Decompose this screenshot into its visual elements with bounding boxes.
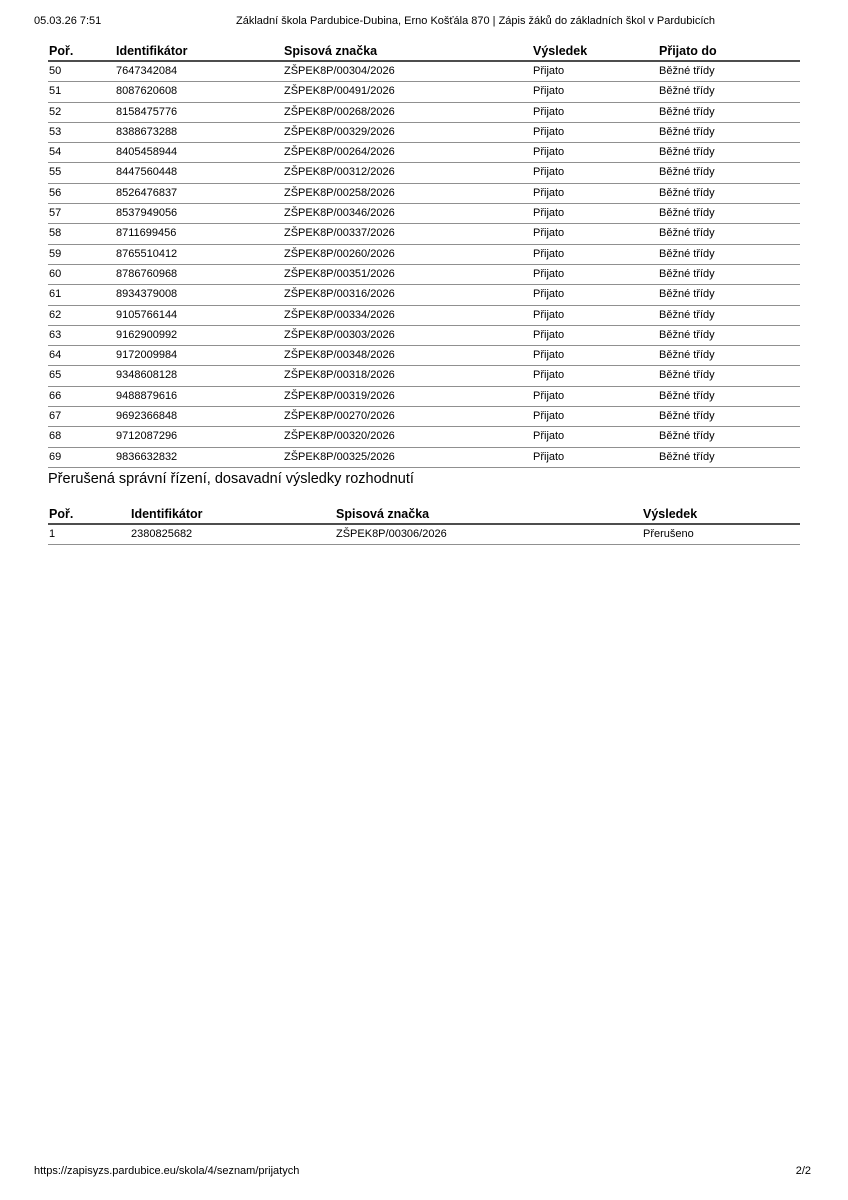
table-row <box>48 224 800 244</box>
print-date: 05.03.26 7:51 <box>34 15 102 27</box>
table-cell: Běžné třídy <box>658 183 800 203</box>
table-row <box>48 244 800 264</box>
table-cell: 9172009984 <box>115 346 283 366</box>
table-cell: Běžné třídy <box>658 386 800 406</box>
table-cell: Přijato <box>532 143 658 163</box>
table-cell: 8158475776 <box>115 102 283 122</box>
table-cell: Přijato <box>532 264 658 284</box>
table-cell: 9836632832 <box>115 447 283 467</box>
table-cell: Běžné třídy <box>658 325 800 345</box>
table-cell: 57 <box>48 204 115 224</box>
table-row <box>48 524 800 545</box>
table-cell: ZŠPEK8P/00312/2026 <box>283 163 532 183</box>
table-cell: 51 <box>48 82 115 102</box>
table-cell: ZŠPEK8P/00268/2026 <box>283 102 532 122</box>
table-cell: 55 <box>48 163 115 183</box>
column-header-prijato-do: Přijato do <box>658 40 800 61</box>
table-cell: Přijato <box>532 386 658 406</box>
table-cell: 54 <box>48 143 115 163</box>
table-cell: Běžné třídy <box>658 102 800 122</box>
table-row <box>48 204 800 224</box>
table-cell: 7647342084 <box>115 61 283 82</box>
table-cell: ZŠPEK8P/00491/2026 <box>283 82 532 102</box>
table-cell: ZŠPEK8P/00316/2026 <box>283 285 532 305</box>
table-cell: ZŠPEK8P/00306/2026 <box>335 524 642 545</box>
table-cell: Přijato <box>532 407 658 427</box>
table-row <box>48 366 800 386</box>
table-row <box>48 325 800 345</box>
table-cell: Běžné třídy <box>658 407 800 427</box>
table-cell: Běžné třídy <box>658 122 800 142</box>
column-header-identifikator: Identifikátor <box>130 503 335 524</box>
table-cell: Běžné třídy <box>658 264 800 284</box>
table-cell: Běžné třídy <box>658 163 800 183</box>
table-cell: ZŠPEK8P/00329/2026 <box>283 122 532 142</box>
table-cell: ZŠPEK8P/00304/2026 <box>283 61 532 82</box>
table-cell: 8526476837 <box>115 183 283 203</box>
column-header-vysledek: Výsledek <box>532 40 658 61</box>
column-header-spisova-znacka: Spisová značka <box>283 40 532 61</box>
admitted-table-body <box>48 61 800 467</box>
table-cell: Běžné třídy <box>658 366 800 386</box>
table-cell: ZŠPEK8P/00348/2026 <box>283 346 532 366</box>
table-cell: 69 <box>48 447 115 467</box>
table-cell: 64 <box>48 346 115 366</box>
table-cell: ZŠPEK8P/00325/2026 <box>283 447 532 467</box>
table-cell: 8711699456 <box>115 224 283 244</box>
table-row <box>48 305 800 325</box>
table-cell: Přijato <box>532 447 658 467</box>
admitted-table-header-row <box>48 40 800 61</box>
print-title: Základní škola Pardubice-Dubina, Erno Košťála 870 | Zápis žáků do základních škol v Pardubicích <box>236 15 716 27</box>
table-cell: 8087620608 <box>115 82 283 102</box>
page-number: 2/2 <box>795 1165 811 1177</box>
table-cell: 8765510412 <box>115 244 283 264</box>
column-header-identifikator: Identifikátor <box>115 40 283 61</box>
table-row <box>48 386 800 406</box>
table-row <box>48 143 800 163</box>
table-cell: Přerušeno <box>642 524 800 545</box>
table-cell: ZŠPEK8P/00264/2026 <box>283 143 532 163</box>
table-cell: Přijato <box>532 102 658 122</box>
suspended-table-header-row <box>48 503 800 524</box>
column-header-vysledek: Výsledek <box>642 503 800 524</box>
table-cell: ZŠPEK8P/00319/2026 <box>283 386 532 406</box>
table-row <box>48 447 800 467</box>
table-cell: 2380825682 <box>130 524 335 545</box>
table-cell: 66 <box>48 386 115 406</box>
table-cell: Běžné třídy <box>658 204 800 224</box>
table-row <box>48 427 800 447</box>
table-cell: 8405458944 <box>115 143 283 163</box>
column-header-poradi: Poř. <box>48 503 130 524</box>
table-row <box>48 102 800 122</box>
admitted-table <box>48 40 800 468</box>
table-cell: 8447560448 <box>115 163 283 183</box>
table-row <box>48 61 800 82</box>
column-header-spisova-znacka: Spisová značka <box>335 503 642 524</box>
table-row <box>48 264 800 284</box>
table-cell: Přijato <box>532 346 658 366</box>
table-cell: Běžné třídy <box>658 285 800 305</box>
table-cell: 62 <box>48 305 115 325</box>
table-cell: Běžné třídy <box>658 61 800 82</box>
table-cell: 9105766144 <box>115 305 283 325</box>
table-cell: Přijato <box>532 305 658 325</box>
table-cell: Přijato <box>532 224 658 244</box>
table-row <box>48 183 800 203</box>
table-cell: 9692366848 <box>115 407 283 427</box>
table-cell: 8934379008 <box>115 285 283 305</box>
table-cell: ZŠPEK8P/00320/2026 <box>283 427 532 447</box>
footer-url: https://zapisyzs.pardubice.eu/skola/4/seznam/prijatych <box>34 1165 300 1177</box>
table-cell: ZŠPEK8P/00258/2026 <box>283 183 532 203</box>
table-cell: Běžné třídy <box>658 305 800 325</box>
table-cell: Běžné třídy <box>658 427 800 447</box>
table-cell: ZŠPEK8P/00260/2026 <box>283 244 532 264</box>
column-header-poradi: Poř. <box>48 40 115 61</box>
table-cell: 63 <box>48 325 115 345</box>
table-cell: ZŠPEK8P/00351/2026 <box>283 264 532 284</box>
table-cell: 1 <box>48 524 130 545</box>
table-cell: Přijato <box>532 82 658 102</box>
print-header <box>34 15 814 31</box>
table-cell: 9712087296 <box>115 427 283 447</box>
table-row <box>48 346 800 366</box>
table-cell: 53 <box>48 122 115 142</box>
table-cell: ZŠPEK8P/00334/2026 <box>283 305 532 325</box>
table-cell: Běžné třídy <box>658 447 800 467</box>
table-cell: 60 <box>48 264 115 284</box>
table-cell: Běžné třídy <box>658 143 800 163</box>
suspended-table-body <box>48 524 800 545</box>
table-row <box>48 407 800 427</box>
section-heading-suspended: Přerušená správní řízení, dosavadní výsledky rozhodnutí <box>48 470 414 487</box>
table-cell: Přijato <box>532 427 658 447</box>
table-cell: Běžné třídy <box>658 224 800 244</box>
table-row <box>48 122 800 142</box>
table-cell: 68 <box>48 427 115 447</box>
suspended-table <box>48 503 800 545</box>
table-cell: Běžné třídy <box>658 82 800 102</box>
table-cell: Přijato <box>532 122 658 142</box>
table-cell: 9162900992 <box>115 325 283 345</box>
table-cell: Přijato <box>532 204 658 224</box>
table-cell: Přijato <box>532 163 658 183</box>
table-cell: 65 <box>48 366 115 386</box>
table-cell: 9488879616 <box>115 386 283 406</box>
table-cell: 59 <box>48 244 115 264</box>
table-cell: Běžné třídy <box>658 346 800 366</box>
table-cell: 50 <box>48 61 115 82</box>
table-cell: ZŠPEK8P/00270/2026 <box>283 407 532 427</box>
print-footer <box>34 1165 811 1178</box>
table-cell: Přijato <box>532 244 658 264</box>
table-cell: 67 <box>48 407 115 427</box>
table-cell: 52 <box>48 102 115 122</box>
table-cell: 8537949056 <box>115 204 283 224</box>
page-content <box>48 40 800 545</box>
table-row <box>48 82 800 102</box>
table-cell: ZŠPEK8P/00346/2026 <box>283 204 532 224</box>
table-cell: 9348608128 <box>115 366 283 386</box>
table-cell: ZŠPEK8P/00318/2026 <box>283 366 532 386</box>
table-cell: ZŠPEK8P/00337/2026 <box>283 224 532 244</box>
table-cell: 8388673288 <box>115 122 283 142</box>
table-cell: 58 <box>48 224 115 244</box>
table-cell: 8786760968 <box>115 264 283 284</box>
table-cell: 61 <box>48 285 115 305</box>
table-cell: Přijato <box>532 325 658 345</box>
table-cell: Přijato <box>532 61 658 82</box>
table-cell: Přijato <box>532 285 658 305</box>
table-row <box>48 285 800 305</box>
table-cell: 56 <box>48 183 115 203</box>
table-cell: Běžné třídy <box>658 244 800 264</box>
table-row <box>48 163 800 183</box>
table-cell: Přijato <box>532 183 658 203</box>
table-cell: ZŠPEK8P/00303/2026 <box>283 325 532 345</box>
table-cell: Přijato <box>532 366 658 386</box>
